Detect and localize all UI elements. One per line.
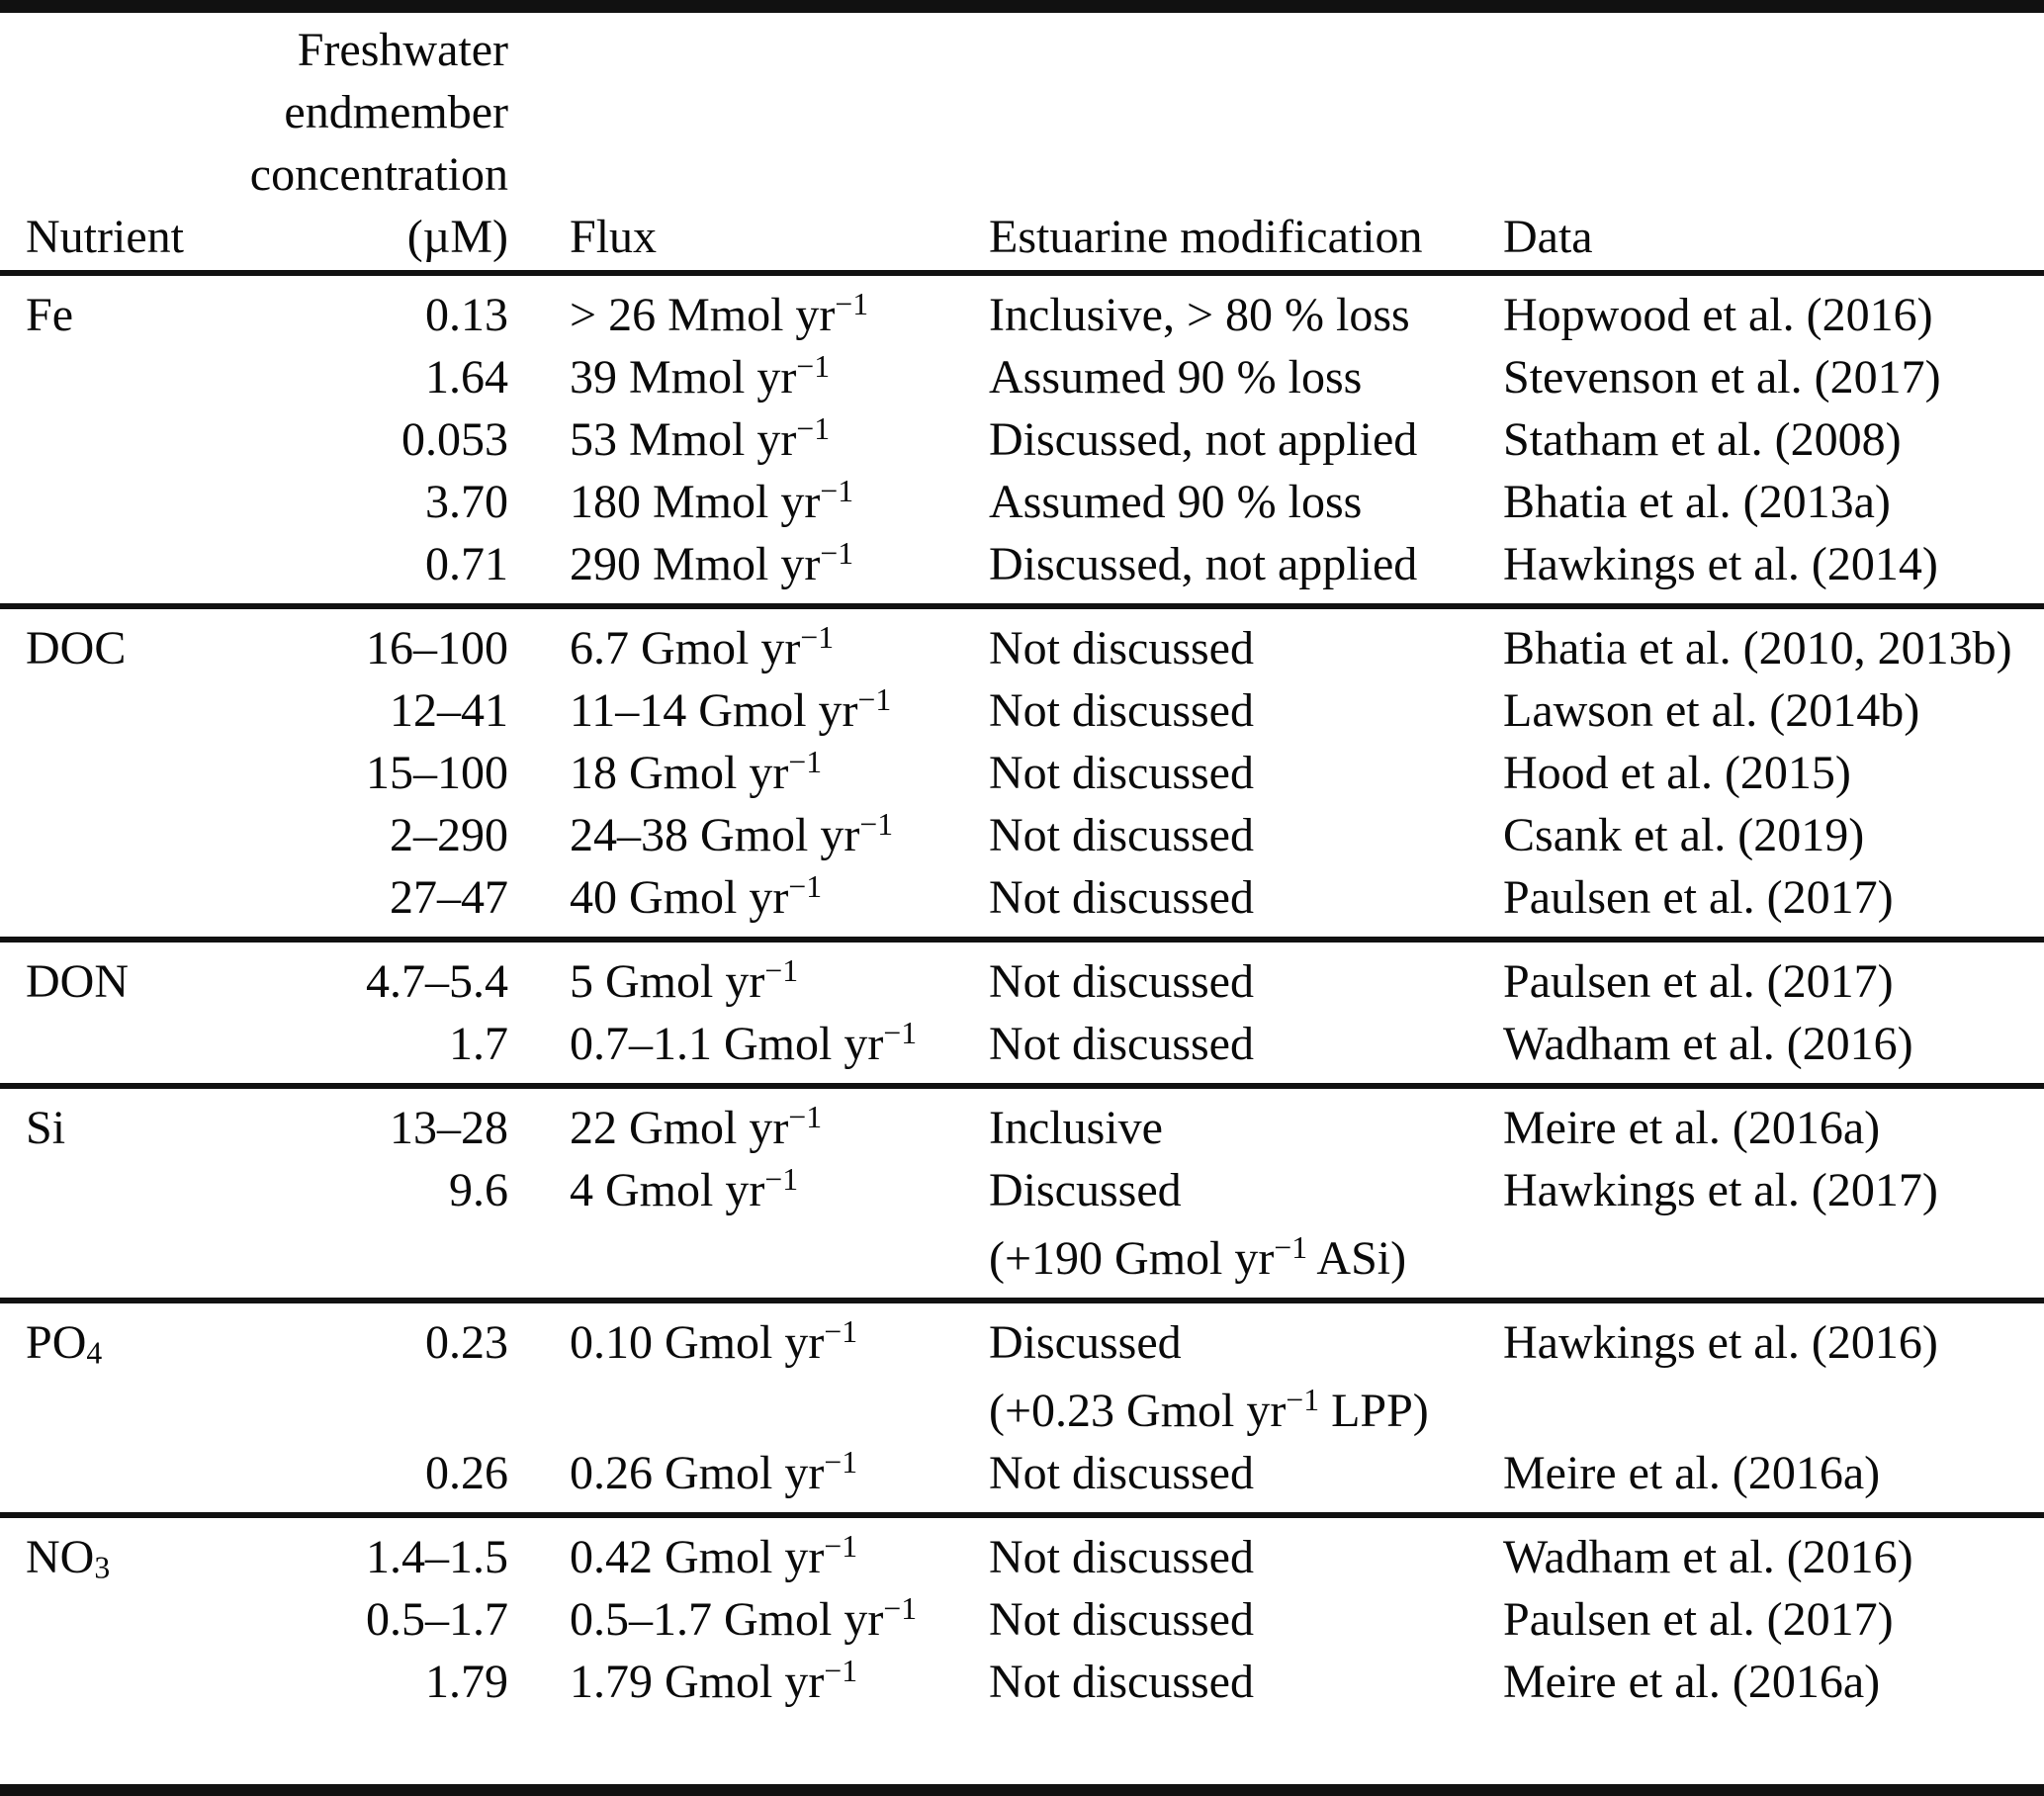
estuarine-cell: [989, 866, 1503, 929]
estuarine-text: Not discussed: [989, 1531, 1254, 1583]
nutrient-group-Fe: [0, 276, 2044, 603]
flux-value: 40 Gmol yr: [570, 871, 789, 924]
flux-exponent: −1: [800, 620, 835, 656]
flux-exponent: −1: [824, 1314, 858, 1350]
concentration-cell: 9.6: [449, 1164, 508, 1216]
flux-value: 6.7 Gmol yr: [570, 622, 801, 674]
table-row: [0, 284, 2044, 346]
table-row: [0, 1651, 2044, 1713]
estuarine-note: [989, 1227, 1503, 1290]
estuarine-text: Discussed, not applied: [989, 413, 1418, 466]
flux-cell: [508, 471, 989, 533]
estuarine-cell: [989, 1651, 1503, 1713]
concentration-cell: 0.053: [401, 413, 508, 466]
flux-value: 1.79 Gmol yr: [570, 1656, 825, 1708]
flux-exponent: −1: [883, 1016, 918, 1051]
estuarine-note-suffix: ASi): [1307, 1232, 1407, 1285]
table-row: [0, 866, 2044, 929]
table-row: [0, 1013, 2044, 1075]
data-cell: Hawkings et al. (2016): [1503, 1316, 1938, 1369]
header-concentration-line2: endmember: [284, 86, 508, 138]
flux-value: 290 Mmol yr: [570, 538, 821, 590]
header-data: Data: [1503, 211, 1593, 263]
estuarine-note-exponent: −1: [1286, 1383, 1320, 1418]
table-row: [0, 617, 2044, 679]
nutrient-label: Si: [26, 1102, 66, 1154]
flux-cell: [508, 1442, 989, 1504]
data-cell: Csank et al. (2019): [1503, 809, 1865, 861]
table-body: [0, 276, 2044, 1772]
estuarine-cell: [989, 284, 1503, 346]
concentration-cell: 15–100: [366, 747, 508, 799]
concentration-cell: 0.26: [425, 1447, 508, 1499]
flux-cell: [508, 742, 989, 804]
concentration-cell: 0.71: [425, 538, 508, 590]
nutrient-cell: [26, 1651, 247, 1713]
nutrient-cell: [26, 617, 247, 679]
flux-value: 4 Gmol yr: [570, 1164, 765, 1216]
flux-exponent: −1: [764, 953, 799, 989]
estuarine-text: Discussed: [989, 1164, 1182, 1216]
flux-value: 22 Gmol yr: [570, 1102, 789, 1154]
estuarine-text: Discussed: [989, 1316, 1182, 1369]
flux-value: 24–38 Gmol yr: [570, 809, 860, 861]
concentration-cell: 1.7: [449, 1018, 508, 1070]
table-row: [0, 533, 2044, 595]
nutrient-cell: [26, 284, 247, 346]
estuarine-cell: [989, 1013, 1503, 1075]
flux-cell: [508, 533, 989, 595]
table-row: [0, 804, 2044, 866]
table-row: [0, 408, 2044, 471]
estuarine-text: Discussed, not applied: [989, 538, 1418, 590]
concentration-cell: 13–28: [390, 1102, 508, 1154]
concentration-cell: 3.70: [425, 476, 508, 528]
estuarine-text: Not discussed: [989, 1018, 1254, 1070]
nutrient-cell: [26, 1097, 247, 1159]
nutrient-cell: [26, 533, 247, 595]
table-row: [0, 950, 2044, 1013]
data-cell: Stevenson et al. (2017): [1503, 351, 1941, 404]
flux-exponent: −1: [883, 1591, 918, 1627]
data-cell: Meire et al. (2016a): [1503, 1656, 1881, 1708]
data-cell: Hawkings et al. (2017): [1503, 1164, 1938, 1216]
concentration-cell: 1.4–1.5: [366, 1531, 508, 1583]
header-concentration-line3: concentration: [249, 148, 508, 201]
flux-exponent: −1: [859, 807, 894, 843]
nutrient-cell: [26, 1442, 247, 1504]
estuarine-note-text: (+0.23 Gmol yr: [989, 1385, 1287, 1437]
estuarine-text: Not discussed: [989, 809, 1254, 861]
flux-value: 5 Gmol yr: [570, 955, 765, 1008]
table-row: [0, 1442, 2044, 1504]
estuarine-text: Not discussed: [989, 871, 1254, 924]
concentration-cell: 0.5–1.7: [366, 1593, 508, 1646]
estuarine-text: Not discussed: [989, 622, 1254, 674]
concentration-cell: 2–290: [390, 809, 508, 861]
estuarine-cell: [989, 471, 1503, 533]
flux-value: 180 Mmol yr: [570, 476, 821, 528]
table-row: [0, 1159, 2044, 1290]
data-cell: Meire et al. (2016a): [1503, 1102, 1881, 1154]
data-cell: Lawson et al. (2014b): [1503, 684, 1920, 737]
estuarine-cell: [989, 408, 1503, 471]
estuarine-cell: [989, 804, 1503, 866]
table-bottom-rule: [0, 1784, 2044, 1796]
data-cell: Paulsen et al. (2017): [1503, 955, 1894, 1008]
table-row: [0, 1311, 2044, 1442]
estuarine-cell: [989, 1311, 1503, 1442]
flux-cell: [508, 617, 989, 679]
nutrient-label: NO: [26, 1531, 95, 1583]
flux-cell: [508, 804, 989, 866]
flux-exponent: −1: [857, 682, 892, 718]
estuarine-note: [989, 1380, 1503, 1442]
nutrient-group-DOC: [0, 609, 2044, 937]
estuarine-text: Not discussed: [989, 955, 1254, 1008]
table-row: [0, 742, 2044, 804]
flux-exponent: −1: [796, 349, 831, 385]
concentration-cell: 12–41: [390, 684, 508, 737]
nutrient-label: PO: [26, 1316, 87, 1369]
estuarine-cell: [989, 1442, 1503, 1504]
estuarine-text: Not discussed: [989, 1656, 1254, 1708]
estuarine-cell: [989, 679, 1503, 742]
nutrient-group-Si: [0, 1089, 2044, 1298]
flux-exponent: −1: [820, 474, 854, 509]
estuarine-text: Not discussed: [989, 747, 1254, 799]
table-row: [0, 346, 2044, 408]
data-cell: Hawkings et al. (2014): [1503, 538, 1938, 590]
header-concentration-line1: Freshwater: [297, 24, 508, 76]
nutrient-cell: [26, 471, 247, 533]
estuarine-cell: [989, 1588, 1503, 1651]
flux-exponent: −1: [824, 1445, 858, 1481]
flux-cell: [508, 1588, 989, 1651]
flux-value: 0.7–1.1 Gmol yr: [570, 1018, 884, 1070]
concentration-cell: 4.7–5.4: [366, 955, 508, 1008]
nutrient-cell: [26, 1159, 247, 1290]
nutrient-subscript: 4: [86, 1335, 103, 1371]
flux-exponent: −1: [835, 287, 869, 322]
flux-exponent: −1: [788, 869, 823, 905]
estuarine-cell: [989, 742, 1503, 804]
estuarine-text: Not discussed: [989, 1447, 1254, 1499]
header-concentration-line4: (µM): [406, 211, 508, 263]
table-top-rule: [0, 0, 2044, 13]
header-estuarine-modification: Estuarine modification: [989, 211, 1423, 263]
data-cell: Hopwood et al. (2016): [1503, 289, 1933, 341]
concentration-cell: 16–100: [366, 622, 508, 674]
flux-cell: [508, 950, 989, 1013]
data-cell: Wadham et al. (2016): [1503, 1018, 1913, 1070]
nutrient-cell: [26, 346, 247, 408]
nutrient-group-DON: [0, 943, 2044, 1083]
flux-value: 0.42 Gmol yr: [570, 1531, 825, 1583]
data-cell: Bhatia et al. (2013a): [1503, 476, 1891, 528]
header-concentration: [247, 19, 508, 268]
nutrient-cell: [26, 408, 247, 471]
estuarine-text: Not discussed: [989, 684, 1254, 737]
concentration-cell: 0.23: [425, 1316, 508, 1369]
nutrient-cell: [26, 1013, 247, 1075]
concentration-cell: 1.79: [425, 1656, 508, 1708]
flux-exponent: −1: [788, 745, 823, 780]
nutrient-subscript: 3: [94, 1550, 111, 1585]
estuarine-text: Assumed 90 % loss: [989, 476, 1363, 528]
nutrient-cell: [26, 679, 247, 742]
flux-value: 39 Mmol yr: [570, 351, 797, 404]
header-nutrient: Nutrient: [26, 211, 184, 263]
flux-value: 18 Gmol yr: [570, 747, 789, 799]
estuarine-text: Inclusive: [989, 1102, 1163, 1154]
estuarine-cell: [989, 1159, 1503, 1290]
data-cell: Statham et al. (2008): [1503, 413, 1902, 466]
flux-cell: [508, 346, 989, 408]
estuarine-text: Inclusive, > 80 % loss: [989, 289, 1410, 341]
nutrient-label: DON: [26, 955, 129, 1008]
flux-cell: [508, 1311, 989, 1442]
data-cell: Wadham et al. (2016): [1503, 1531, 1913, 1583]
flux-cell: [508, 679, 989, 742]
flux-cell: [508, 284, 989, 346]
flux-value: 53 Mmol yr: [570, 413, 797, 466]
nutrient-cell: [26, 1526, 247, 1588]
estuarine-cell: [989, 533, 1503, 595]
data-cell: Meire et al. (2016a): [1503, 1447, 1881, 1499]
flux-value: 0.26 Gmol yr: [570, 1447, 825, 1499]
data-cell: Paulsen et al. (2017): [1503, 871, 1894, 924]
table-row: [0, 1588, 2044, 1651]
nutrient-cell: [26, 866, 247, 929]
flux-cell: [508, 866, 989, 929]
table-header: [0, 13, 2044, 270]
table-row: [0, 471, 2044, 533]
estuarine-cell: [989, 346, 1503, 408]
nutrient-label: DOC: [26, 622, 127, 674]
estuarine-cell: [989, 1097, 1503, 1159]
nutrient-group-PO4: [0, 1303, 2044, 1512]
flux-exponent: −1: [824, 1529, 858, 1565]
flux-value: 11–14 Gmol yr: [570, 684, 858, 737]
flux-exponent: −1: [796, 411, 831, 447]
flux-value: 0.10 Gmol yr: [570, 1316, 825, 1369]
nutrient-cell: [26, 742, 247, 804]
flux-cell: [508, 1526, 989, 1588]
estuarine-text: Assumed 90 % loss: [989, 351, 1363, 404]
nutrient-cell: [26, 804, 247, 866]
nutrient-cell: [26, 1311, 247, 1442]
nutrient-cell: [26, 1588, 247, 1651]
estuarine-cell: [989, 617, 1503, 679]
estuarine-cell: [989, 950, 1503, 1013]
nutrient-label: Fe: [26, 289, 73, 341]
flux-cell: [508, 1097, 989, 1159]
data-cell: Paulsen et al. (2017): [1503, 1593, 1894, 1646]
concentration-cell: 1.64: [425, 351, 508, 404]
estuarine-note-exponent: −1: [1274, 1230, 1308, 1266]
estuarine-note-suffix: LPP): [1319, 1385, 1429, 1437]
concentration-cell: 0.13: [425, 289, 508, 341]
flux-cell: [508, 1651, 989, 1713]
flux-exponent: −1: [764, 1162, 799, 1198]
flux-exponent: −1: [788, 1100, 823, 1135]
table-row: [0, 1526, 2044, 1588]
flux-exponent: −1: [820, 536, 854, 572]
concentration-cell: 27–47: [390, 871, 508, 924]
flux-exponent: −1: [824, 1654, 858, 1689]
nutrient-cell: [26, 950, 247, 1013]
header-flux: Flux: [570, 211, 658, 263]
estuarine-text: Not discussed: [989, 1593, 1254, 1646]
table-row: [0, 1097, 2044, 1159]
table-row: [0, 679, 2044, 742]
flux-cell: [508, 1013, 989, 1075]
estuarine-cell: [989, 1526, 1503, 1588]
estuarine-note-text: (+190 Gmol yr: [989, 1232, 1275, 1285]
data-cell: Hood et al. (2015): [1503, 747, 1851, 799]
flux-cell: [508, 1159, 989, 1290]
flux-cell: [508, 408, 989, 471]
flux-value: > 26 Mmol yr: [570, 289, 836, 341]
flux-value: 0.5–1.7 Gmol yr: [570, 1593, 884, 1646]
data-cell: Bhatia et al. (2010, 2013b): [1503, 622, 2012, 674]
nutrient-group-NO3: [0, 1518, 2044, 1772]
